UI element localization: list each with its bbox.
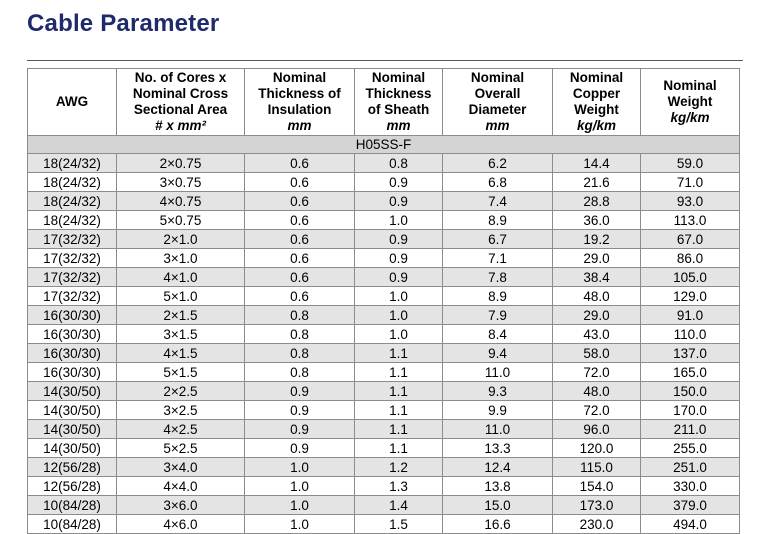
- table-cell: 12.4: [443, 458, 553, 477]
- column-header-unit: kg/km: [576, 118, 617, 133]
- table-cell: 72.0: [553, 363, 641, 382]
- column-header-line: Nominal: [371, 70, 426, 85]
- table-cell: 1.1: [355, 344, 443, 363]
- table-row: [28, 192, 740, 211]
- table-cell: 13.3: [443, 439, 553, 458]
- table-cell: 113.0: [641, 211, 740, 230]
- table-cell: 110.0: [641, 325, 740, 344]
- table-cell: 14.4: [553, 154, 641, 173]
- table-row: [28, 439, 740, 458]
- table-row: [28, 401, 740, 420]
- table-cell: 4×1.5: [117, 344, 245, 363]
- table-cell: 3×1.5: [117, 325, 245, 344]
- table-cell: 494.0: [641, 515, 740, 534]
- table-cell: 96.0: [553, 420, 641, 439]
- table-cell: 16(30/30): [28, 344, 117, 363]
- table-cell: 165.0: [641, 363, 740, 382]
- table-cell: 93.0: [641, 192, 740, 211]
- table-cell: 36.0: [553, 211, 641, 230]
- table-cell: 9.3: [443, 382, 553, 401]
- table-cell: 3×6.0: [117, 496, 245, 515]
- table-row: [28, 496, 740, 515]
- table-cell: 0.6: [245, 154, 355, 173]
- table-cell: 0.9: [355, 230, 443, 249]
- table-cell: 0.6: [245, 211, 355, 230]
- table-cell: 14(30/50): [28, 401, 117, 420]
- table-cell: 18(24/32): [28, 211, 117, 230]
- table-row: [28, 363, 740, 382]
- table-cell: 0.6: [245, 268, 355, 287]
- table-cell: 15.0: [443, 496, 553, 515]
- column-header: [443, 69, 553, 136]
- table-cell: 3×1.0: [117, 249, 245, 268]
- table-cell: 38.4: [553, 268, 641, 287]
- table-cell: 28.8: [553, 192, 641, 211]
- table-cell: 0.6: [245, 249, 355, 268]
- column-header-line: Insulation: [267, 102, 332, 117]
- table-cell: 1.1: [355, 382, 443, 401]
- table-cell: 0.6: [245, 192, 355, 211]
- table-cell: 137.0: [641, 344, 740, 363]
- table-cell: 1.0: [245, 477, 355, 496]
- table-cell: 379.0: [641, 496, 740, 515]
- column-header: [641, 69, 740, 136]
- table-cell: 0.8: [355, 154, 443, 173]
- table-cell: 330.0: [641, 477, 740, 496]
- table-cell: 29.0: [553, 249, 641, 268]
- table-cell: 251.0: [641, 458, 740, 477]
- column-header-line: Copper: [572, 86, 621, 101]
- table-cell: 9.9: [443, 401, 553, 420]
- table-cell: 2×1.0: [117, 230, 245, 249]
- table-cell: 0.8: [245, 306, 355, 325]
- table-row: [28, 173, 740, 192]
- table-cell: 18(24/32): [28, 173, 117, 192]
- column-header: [117, 69, 245, 136]
- table-cell: 6.7: [443, 230, 553, 249]
- table-cell: 8.9: [443, 287, 553, 306]
- table-cell: 1.1: [355, 363, 443, 382]
- table-cell: 8.4: [443, 325, 553, 344]
- column-header-line: of Sheath: [367, 102, 430, 117]
- table-cell: 17(32/32): [28, 230, 117, 249]
- table-row: [28, 477, 740, 496]
- table-cell: 115.0: [553, 458, 641, 477]
- table-cell: 0.9: [245, 439, 355, 458]
- table-cell: 4×0.75: [117, 192, 245, 211]
- table-cell: 1.0: [355, 211, 443, 230]
- table-cell: 4×1.0: [117, 268, 245, 287]
- table-cell: 230.0: [553, 515, 641, 534]
- table-cell: 2×0.75: [117, 154, 245, 173]
- table-cell: 58.0: [553, 344, 641, 363]
- table-row: [28, 344, 740, 363]
- table-cell: 3×2.5: [117, 401, 245, 420]
- table-cell: 1.1: [355, 420, 443, 439]
- table-cell: 16.6: [443, 515, 553, 534]
- table-row: [28, 268, 740, 287]
- column-header-line: AWG: [55, 94, 89, 109]
- column-header-line: Nominal: [272, 70, 327, 85]
- table-cell: 9.4: [443, 344, 553, 363]
- column-header-unit: mm: [386, 118, 411, 133]
- table-row: [28, 306, 740, 325]
- column-header-line: Nominal: [663, 78, 717, 93]
- table-cell: 16(30/30): [28, 306, 117, 325]
- table-cell: 67.0: [641, 230, 740, 249]
- table-cell: 150.0: [641, 382, 740, 401]
- table-cell: 11.0: [443, 420, 553, 439]
- table-cell: 17(32/32): [28, 287, 117, 306]
- table-cell: 5×0.75: [117, 211, 245, 230]
- table-cell: 0.8: [245, 325, 355, 344]
- table-row: [28, 230, 740, 249]
- table-cell: 1.4: [355, 496, 443, 515]
- table-cell: 0.9: [245, 401, 355, 420]
- table-cell: 0.6: [245, 230, 355, 249]
- table-row: [28, 382, 740, 401]
- table-cell: 16(30/30): [28, 363, 117, 382]
- column-header-line: Diameter: [468, 102, 527, 117]
- table-cell: 1.0: [245, 496, 355, 515]
- page-title: Cable Parameter: [27, 10, 220, 37]
- column-header-line: Nominal Cross: [132, 86, 229, 101]
- table-cell: 255.0: [641, 439, 740, 458]
- table-cell: 14(30/50): [28, 439, 117, 458]
- column-header-unit: kg/km: [670, 110, 710, 125]
- table-cell: 5×1.0: [117, 287, 245, 306]
- table-cell: 0.6: [245, 287, 355, 306]
- table-cell: 14(30/50): [28, 382, 117, 401]
- table-cell: 1.1: [355, 439, 443, 458]
- table-cell: 0.9: [355, 249, 443, 268]
- column-header-line: No. of Cores x: [134, 70, 227, 85]
- table-cell: 1.3: [355, 477, 443, 496]
- table-row: [28, 154, 740, 173]
- table-cell: 120.0: [553, 439, 641, 458]
- table-cell: 6.2: [443, 154, 553, 173]
- table-cell: 59.0: [641, 154, 740, 173]
- table-cell: 0.9: [355, 192, 443, 211]
- table-cell: 48.0: [553, 287, 641, 306]
- table-cell: 7.1: [443, 249, 553, 268]
- table-cell: 18(24/32): [28, 192, 117, 211]
- table-row: [28, 287, 740, 306]
- table-cell: 5×2.5: [117, 439, 245, 458]
- table-row: [28, 515, 740, 534]
- section-label: H05SS-F: [28, 136, 740, 154]
- table-cell: 1.5: [355, 515, 443, 534]
- table-cell: 0.8: [245, 344, 355, 363]
- table-cell: 173.0: [553, 496, 641, 515]
- table-cell: 48.0: [553, 382, 641, 401]
- table-cell: 3×0.75: [117, 173, 245, 192]
- table-cell: 154.0: [553, 477, 641, 496]
- table-cell: 1.0: [355, 325, 443, 344]
- column-header-unit: # x mm²: [154, 118, 207, 133]
- column-header: [28, 69, 117, 136]
- table-cell: 2×2.5: [117, 382, 245, 401]
- table-cell: 211.0: [641, 420, 740, 439]
- table-cell: 43.0: [553, 325, 641, 344]
- table-cell: 0.6: [245, 173, 355, 192]
- column-header-line: Nominal: [569, 70, 624, 85]
- table-cell: 14(30/50): [28, 420, 117, 439]
- column-header-line: Thickness of: [258, 86, 341, 101]
- column-header: [553, 69, 641, 136]
- table-cell: 1.0: [355, 287, 443, 306]
- column-header-line: Weight: [667, 94, 713, 109]
- table-cell: 0.9: [355, 268, 443, 287]
- table-cell: 1.0: [245, 515, 355, 534]
- table-cell: 18(24/32): [28, 154, 117, 173]
- table-cell: 8.9: [443, 211, 553, 230]
- table-cell: 0.8: [245, 363, 355, 382]
- table-cell: 91.0: [641, 306, 740, 325]
- column-header-line: Sectional Area: [133, 102, 228, 117]
- table-cell: 1.2: [355, 458, 443, 477]
- table-cell: 1.1: [355, 401, 443, 420]
- table-cell: 0.9: [245, 382, 355, 401]
- table-row: [28, 249, 740, 268]
- table-cell: 5×1.5: [117, 363, 245, 382]
- table-cell: 71.0: [641, 173, 740, 192]
- table-cell: 7.8: [443, 268, 553, 287]
- section-row: [28, 136, 740, 154]
- table-cell: 4×6.0: [117, 515, 245, 534]
- table-cell: 12(56/28): [28, 458, 117, 477]
- column-header-unit: mm: [287, 118, 312, 133]
- table-cell: 86.0: [641, 249, 740, 268]
- table-cell: 21.6: [553, 173, 641, 192]
- table-cell: 11.0: [443, 363, 553, 382]
- title-divider: [27, 60, 743, 61]
- table-row: [28, 458, 740, 477]
- table-cell: 29.0: [553, 306, 641, 325]
- table-cell: 17(32/32): [28, 249, 117, 268]
- column-header-line: Weight: [574, 102, 619, 117]
- table-row: [28, 420, 740, 439]
- table-cell: 2×1.5: [117, 306, 245, 325]
- table-cell: 19.2: [553, 230, 641, 249]
- column-header-line: Nominal: [470, 70, 525, 85]
- table-cell: 170.0: [641, 401, 740, 420]
- table-row: [28, 211, 740, 230]
- table-cell: 6.8: [443, 173, 553, 192]
- table-cell: 10(84/28): [28, 515, 117, 534]
- cable-parameter-table: [27, 68, 740, 534]
- table-header-row: [28, 69, 740, 136]
- table-cell: 129.0: [641, 287, 740, 306]
- table-cell: 7.9: [443, 306, 553, 325]
- table-cell: 3×4.0: [117, 458, 245, 477]
- table-cell: 4×2.5: [117, 420, 245, 439]
- column-header: [245, 69, 355, 136]
- table-row: [28, 325, 740, 344]
- table-cell: 10(84/28): [28, 496, 117, 515]
- column-header-unit: mm: [485, 118, 510, 133]
- table-cell: 17(32/32): [28, 268, 117, 287]
- table-cell: 1.0: [355, 306, 443, 325]
- table-cell: 13.8: [443, 477, 553, 496]
- table-cell: 16(30/30): [28, 325, 117, 344]
- table-body: [28, 136, 740, 534]
- table-cell: 7.4: [443, 192, 553, 211]
- table-cell: 1.0: [245, 458, 355, 477]
- column-header: [355, 69, 443, 136]
- table-cell: 0.9: [355, 173, 443, 192]
- table-cell: 72.0: [553, 401, 641, 420]
- table-cell: 4×4.0: [117, 477, 245, 496]
- column-header-line: Overall: [474, 86, 521, 101]
- table-cell: 0.9: [245, 420, 355, 439]
- table-cell: 105.0: [641, 268, 740, 287]
- table-cell: 12(56/28): [28, 477, 117, 496]
- column-header-line: Thickness: [365, 86, 432, 101]
